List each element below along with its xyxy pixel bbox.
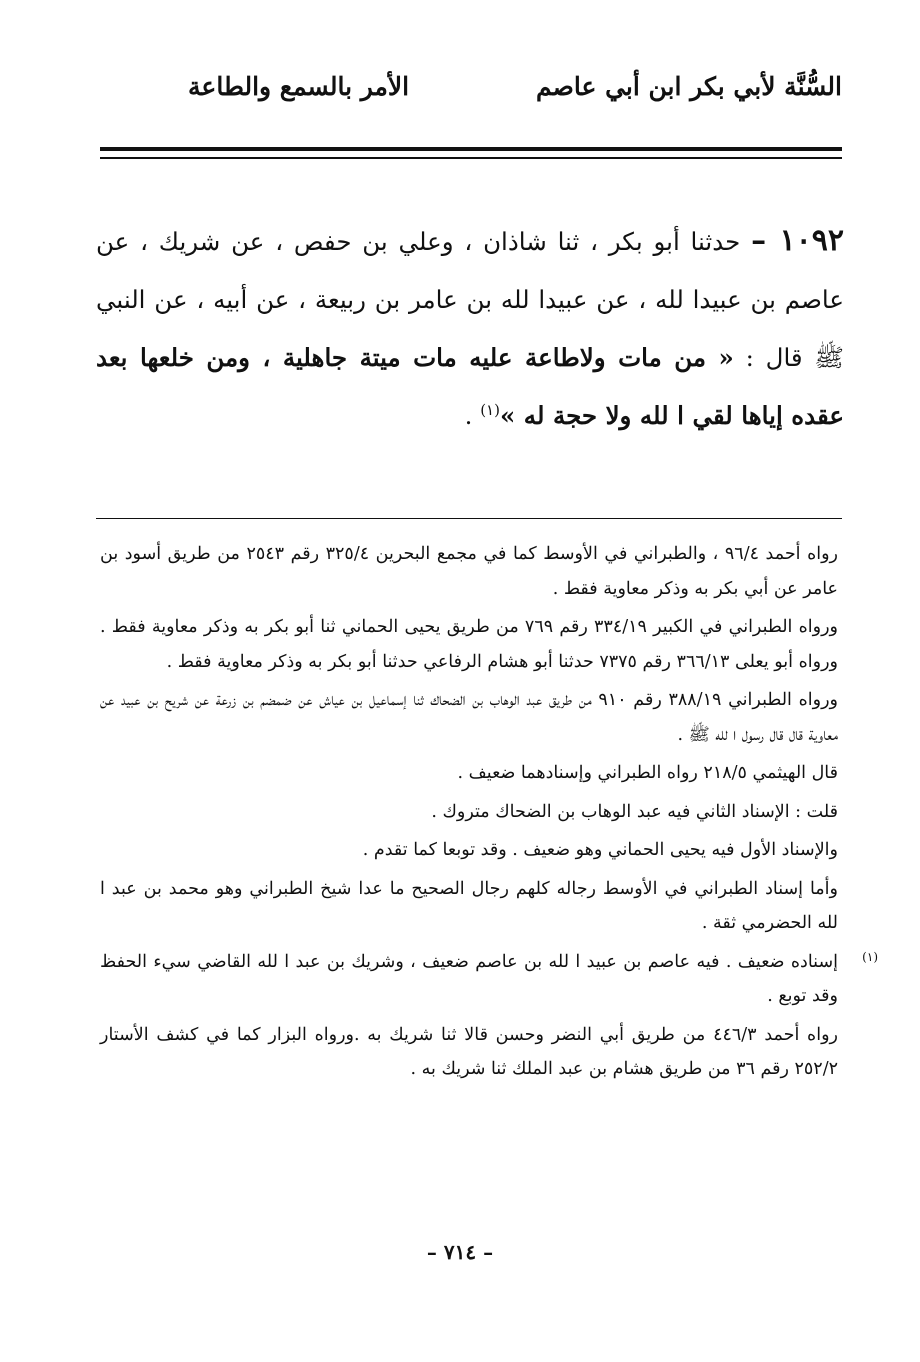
footnote-paragraph: رواه أحمد ٤٤٦/٣ من طريق أبي النضر وحسن قالا ثنا شريك به .ورواه البزار كما في كشف الأستار ٢٥٢/٢ رقم ٣٦ من طريق هشام بن عبد الملك ثنا شريك به .	[100, 1024, 838, 1079]
footnote-paragraph: رواه أحمد ٩٦/٤ ، والطبراني في الأوسط كما في مجمع البحرين ٣٢٥/٤ رقم ٢٥٤٣ من طريق أسود بن عامر عن أبي بكر به وذكر معاوية فقط .	[100, 544, 838, 599]
chapter-title: الأمر بالسمع والطاعة	[188, 72, 410, 101]
footnote-paragraph: وأما إسناد الطبراني في الأوسط رجاله كلهم رجال الصحيح ما عدا شيخ الطبراني وهو محمد بن عبد ا لله الحضرمي ثقة .	[100, 878, 838, 933]
footnote-paragraph: ورواه الطبراني ٣٨٨/١٩ رقم ٩١٠ من طريق عبد الوهاب بن الضحاك ثنا إسماعيل بن عياش عن ضمضم بن زرعة عن شريح بن عبيد عن معاوية قال قال رسول ا لله ﷺ .	[100, 690, 838, 745]
footnote-1	[100, 945, 878, 1014]
book-title: السُّنَّة لأبي بكر ابن أبي عاصم	[535, 72, 842, 101]
hadith-number: ١٠٩٢ –	[751, 223, 844, 258]
footnote-paragraph: والإسناد الأول فيه يحيى الحماني وهو ضعيف . وقد توبعا كما تقدم .	[362, 840, 838, 860]
footnote-reference[interactable]: (١)	[480, 400, 500, 419]
hadith-isnad: حدثنا أبو بكر ، ثنا شاذان ، وعلي بن حفص ، عن شريك ، عن عاصم بن عبيدا لله ، عن عبيدا لله بن عامر بن ربيعة ، عن أبيه ، عن النبي ﷺ قال :	[96, 227, 845, 372]
hadith-text	[96, 212, 844, 445]
footnote-paragraph: قال الهيثمي ٢١٨/٥ رواه الطبراني وإسنادهما ضعيف .	[457, 763, 838, 783]
running-header	[100, 72, 842, 112]
footnote-paragraph: قلت : الإسناد الثاني فيه عبد الوهاب بن الضحاك متروك .	[431, 801, 838, 822]
page-number: – ٧١٤ –	[426, 1240, 494, 1264]
hadith-end: .	[464, 401, 481, 430]
footnotes-section	[100, 537, 878, 1091]
footnote-1-text: إسناده ضعيف . فيه عاصم بن عبيد ا لله بن عاصم ضعيف ، وشريك بن عبد ا لله القاضي سيء الحفظ وقد توبع .	[100, 951, 838, 1006]
footnote-separator	[96, 518, 842, 519]
header-rule-thick	[100, 147, 842, 151]
hadith-matn: « من مات ولاطاعة عليه مات ميتة جاهلية ، ومن خلعها بعد عقده إياها لقي ا لله ولا حجة له »	[96, 343, 844, 430]
footnote-marker: (١)	[862, 949, 878, 964]
header-rule-thin	[100, 157, 842, 159]
footnote-paragraph: ورواه الطبراني في الكبير ٣٣٤/١٩ رقم ٧٦٩ من طريق يحيى الحماني ثنا أبو بكر به وذكر معاوية فقط . ورواه أبو يعلى ٣٦٦/١٣ رقم ٧٣٧٥ حدثنا أبو هشام الرفاعي حدثنا أبو بكر به وذكر معاوية فقط .	[100, 617, 839, 672]
